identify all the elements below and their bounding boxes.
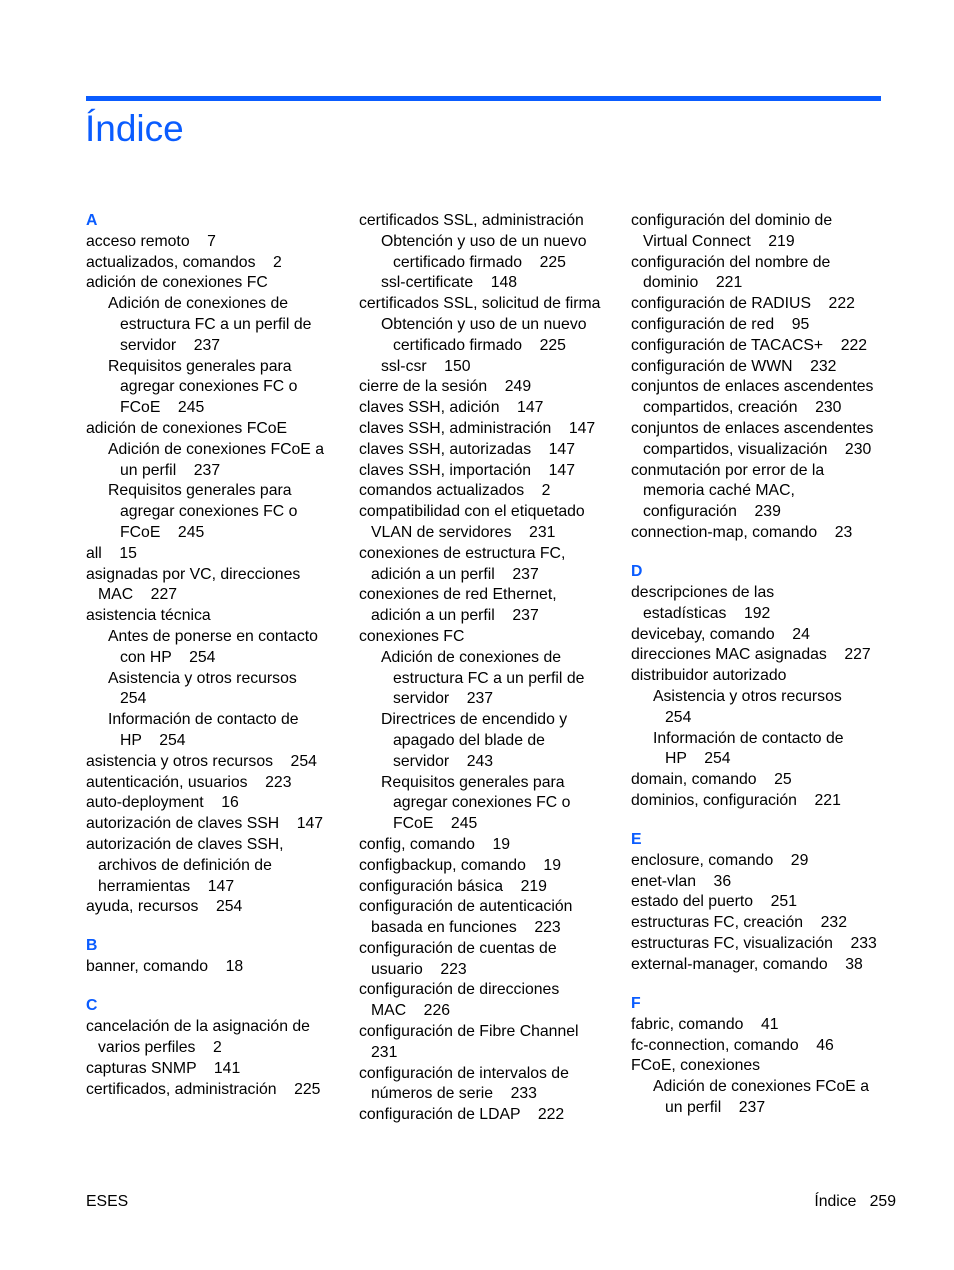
index-entry-line: acceso remoto 7 xyxy=(86,232,216,250)
index-subentry-line: Adición de conexiones FCoE a xyxy=(653,1078,870,1096)
index-entry-line: autenticación, usuarios 223 xyxy=(86,773,292,791)
index-entry-line: enclosure, comando 29 xyxy=(631,851,809,869)
index-entry-line: asignadas por VC, direcciones xyxy=(86,565,301,583)
index-entry-line: conjuntos de enlaces ascendentes xyxy=(631,378,874,396)
index-entry-line: fabric, comando 41 xyxy=(631,1015,779,1033)
index-group xyxy=(631,994,901,1119)
index-entry-line: configuración de autenticación xyxy=(359,898,573,916)
index-entry-line: configuración básica 219 xyxy=(359,877,547,895)
index-entry-line: dominio 221 xyxy=(643,274,743,292)
index-entry-line: cancelación de la asignación de xyxy=(86,1018,310,1036)
index-entry-line: conmutación por error de la xyxy=(631,461,825,479)
index-entry-line: MAC 226 xyxy=(371,1002,451,1020)
index-entry-line: autorización de claves SSH, xyxy=(86,835,284,853)
index-entry-line: auto-deployment 16 xyxy=(86,794,239,812)
index-subentry-line: Adición de conexiones de xyxy=(381,648,562,666)
index-subentry-line: con HP 254 xyxy=(120,648,216,666)
index-subentry-line: estructura FC a un perfil de xyxy=(393,669,585,687)
index-entry-line: compatibilidad con el etiquetado xyxy=(359,503,585,521)
index-entry-line: claves SSH, administración 147 xyxy=(359,419,596,437)
index-entry-line: connection-map, comando 23 xyxy=(631,523,853,541)
index-subentry-line: un perfil 237 xyxy=(665,1099,766,1117)
index-entry-line: configuración de WWN 232 xyxy=(631,357,837,375)
index-entry-line: conexiones de estructura FC, xyxy=(359,544,566,562)
index-subentry-line: FCoE 245 xyxy=(120,399,205,417)
index-group xyxy=(86,996,346,1100)
index-subentry-line: 254 xyxy=(120,690,147,708)
index-entry-line: estructuras FC, visualización 233 xyxy=(631,935,877,953)
index-subentry-line: estructura FC a un perfil de xyxy=(120,315,312,333)
index-entry-line: adición de conexiones FC xyxy=(86,274,268,292)
index-subentry-line: FCoE 245 xyxy=(120,523,205,541)
index-entry-line: configuración del dominio de xyxy=(631,212,833,229)
index-entry-line: configuración del nombre de xyxy=(631,253,831,271)
index-entry-line: compartidos, visualización 230 xyxy=(643,440,872,458)
index-letter-heading: B xyxy=(86,937,98,955)
index-entry-line: capturas SNMP 141 xyxy=(86,1059,241,1077)
index-subentry-line: Directrices de encendido y xyxy=(381,711,568,729)
index-entry-line: claves SSH, importación 147 xyxy=(359,461,575,479)
index-subentry-line: servidor 237 xyxy=(120,336,221,354)
index-entry-line: configuración de Fibre Channel xyxy=(359,1023,579,1041)
index-entry-line: basada en funciones 223 xyxy=(371,919,561,937)
index-entry-line: conjuntos de enlaces ascendentes xyxy=(631,419,874,437)
index-letter-heading: D xyxy=(631,563,643,581)
index-subentry-line: un perfil 237 xyxy=(120,461,221,479)
index-group xyxy=(631,562,901,812)
index-entry-line: configuración de red 95 xyxy=(631,315,810,333)
index-entry-line: asistencia y otros recursos 254 xyxy=(86,752,317,770)
index-group xyxy=(631,211,901,544)
index-entry-line: adición de conexiones FCoE xyxy=(86,419,288,437)
index-letter-heading: F xyxy=(631,995,641,1013)
index-entry-line: configuración de RADIUS 222 xyxy=(631,295,855,313)
index-entry-line: asistencia técnica xyxy=(86,607,211,625)
page-title: Índice xyxy=(85,108,184,149)
index-subentry-line: ssl-csr 150 xyxy=(381,357,471,375)
index-subentry-line: agregar conexiones FC o xyxy=(393,794,571,812)
index-entry-line: compartidos, creación 230 xyxy=(643,399,842,417)
index-group xyxy=(86,936,346,978)
index-entry-line: distribuidor autorizado xyxy=(631,667,787,685)
index-column-3 xyxy=(631,211,901,1137)
index-entry-line: adición a un perfil 237 xyxy=(371,607,539,625)
index-subentry-line: certificado firmado 225 xyxy=(393,336,566,354)
index-entry-line: enet-vlan 36 xyxy=(631,872,732,890)
index-subentry-line: Adición de conexiones de xyxy=(108,295,289,313)
index-entry-line: certificados, administración 225 xyxy=(86,1080,321,1098)
index-subentry-line: apagado del blade de xyxy=(393,731,545,749)
footer-left: ESES xyxy=(86,1193,129,1210)
index-subentry-line: Obtención y uso de un nuevo xyxy=(381,232,587,250)
index-subentry-line: ssl-certificate 148 xyxy=(381,274,518,292)
index-subentry-line: Obtención y uso de un nuevo xyxy=(381,315,587,333)
index-entry-line: FCoE, conexiones xyxy=(631,1057,761,1075)
index-entry-line: descripciones de las xyxy=(631,583,775,601)
index-letter-heading: E xyxy=(631,831,642,849)
index-subentry-line: Requisitos generales para xyxy=(108,357,292,375)
index-entry-line: conexiones de red Ethernet, xyxy=(359,586,557,604)
index-subentry-line: Requisitos generales para xyxy=(108,482,292,500)
index-entry-line: comandos actualizados 2 xyxy=(359,482,551,500)
index-subentry-line: Asistencia y otros recursos xyxy=(653,687,842,705)
index-entry-line: banner, comando 18 xyxy=(86,958,244,976)
index-entry-line: conexiones FC xyxy=(359,627,465,645)
index-entry-line: MAC 227 xyxy=(98,586,178,604)
title-rule xyxy=(86,96,881,101)
index-entry-line: direcciones MAC asignadas 227 xyxy=(631,646,871,664)
index-subentry-line: Información de contacto de xyxy=(108,711,299,729)
index-subentry-line: certificado firmado 225 xyxy=(393,253,566,271)
index-subentry-line: Asistencia y otros recursos xyxy=(108,669,297,687)
index-subentry-line: Adición de conexiones FCoE a xyxy=(108,440,325,458)
index-entry-line: autorización de claves SSH 147 xyxy=(86,815,324,833)
index-entry-line: estructuras FC, creación 232 xyxy=(631,914,847,932)
index-subentry-line: HP 254 xyxy=(665,750,731,768)
index-entry-line: varios perfiles 2 xyxy=(98,1039,222,1057)
index-entry-line: config, comando 19 xyxy=(359,835,511,853)
index-subentry-line: HP 254 xyxy=(120,731,186,749)
index-entry-line: devicebay, comando 24 xyxy=(631,625,810,643)
index-entry-line: configuración 239 xyxy=(643,503,781,521)
index-entry-line: certificados SSL, administración xyxy=(359,212,584,229)
index-entry-line: herramientas 147 xyxy=(98,877,235,895)
index-entry-line: configuración de TACACS+ 222 xyxy=(631,336,868,354)
index-group xyxy=(631,830,901,976)
index-entry-line: claves SSH, adición 147 xyxy=(359,399,544,417)
index-entry-line: cierre de la sesión 249 xyxy=(359,378,532,396)
index-subentry-line: servidor 243 xyxy=(393,752,494,770)
index-letter-heading: C xyxy=(86,997,98,1015)
index-entry-line: configuración de cuentas de xyxy=(359,939,557,957)
index-entry-line: configuración de direcciones xyxy=(359,981,560,999)
index-entry-line: fc-connection, comando 46 xyxy=(631,1036,834,1054)
index-column-1 xyxy=(86,211,346,1119)
index-entry-line: estado del puerto 251 xyxy=(631,893,797,911)
index-entry-line: memoria caché MAC, xyxy=(643,482,795,500)
index-subentry-line: Antes de ponerse en contacto xyxy=(108,627,318,645)
index-entry-line: external-manager, comando 38 xyxy=(631,955,863,973)
index-subentry-line: 254 xyxy=(665,708,692,726)
index-entry-line: domain, comando 25 xyxy=(631,771,792,789)
index-entry-line: configuración de LDAP 222 xyxy=(359,1106,565,1124)
index-entry-line: adición a un perfil 237 xyxy=(371,565,539,583)
index-subentry-line: servidor 237 xyxy=(393,690,494,708)
index-group xyxy=(359,211,619,1126)
index-group xyxy=(86,211,346,918)
index-entry-line: certificados SSL, solicitud de firma xyxy=(359,295,601,313)
index-entry-line: actualizados, comandos 2 xyxy=(86,253,282,271)
index-entry-line: claves SSH, autorizadas 147 xyxy=(359,440,576,458)
index-entry-line: Virtual Connect 219 xyxy=(643,232,795,250)
index-entry-line: 231 xyxy=(371,1043,398,1061)
index-letter-heading: A xyxy=(86,212,98,229)
index-subentry-line: Requisitos generales para xyxy=(381,773,565,791)
index-entry-line: números de serie 233 xyxy=(371,1085,537,1103)
index-entry-line: ayuda, recursos 254 xyxy=(86,898,243,916)
index-entry-line: all 15 xyxy=(86,544,137,562)
index-subentry-line: agregar conexiones FC o xyxy=(120,378,298,396)
footer-right: Índice 259 xyxy=(814,1193,896,1210)
index-subentry-line: agregar conexiones FC o xyxy=(120,503,298,521)
index-entry-line: VLAN de servidores 231 xyxy=(371,523,556,541)
index-subentry-line: Información de contacto de xyxy=(653,729,844,747)
index-entry-line: dominios, configuración 221 xyxy=(631,791,841,809)
index-entry-line: configbackup, comando 19 xyxy=(359,856,561,874)
index-column-2 xyxy=(359,211,619,1144)
index-subentry-line: FCoE 245 xyxy=(393,815,478,833)
index-entry-line: estadísticas 192 xyxy=(643,604,771,622)
index-entry-line: usuario 223 xyxy=(371,960,467,978)
index-entry-line: configuración de intervalos de xyxy=(359,1064,569,1082)
index-entry-line: archivos de definición de xyxy=(98,856,272,874)
